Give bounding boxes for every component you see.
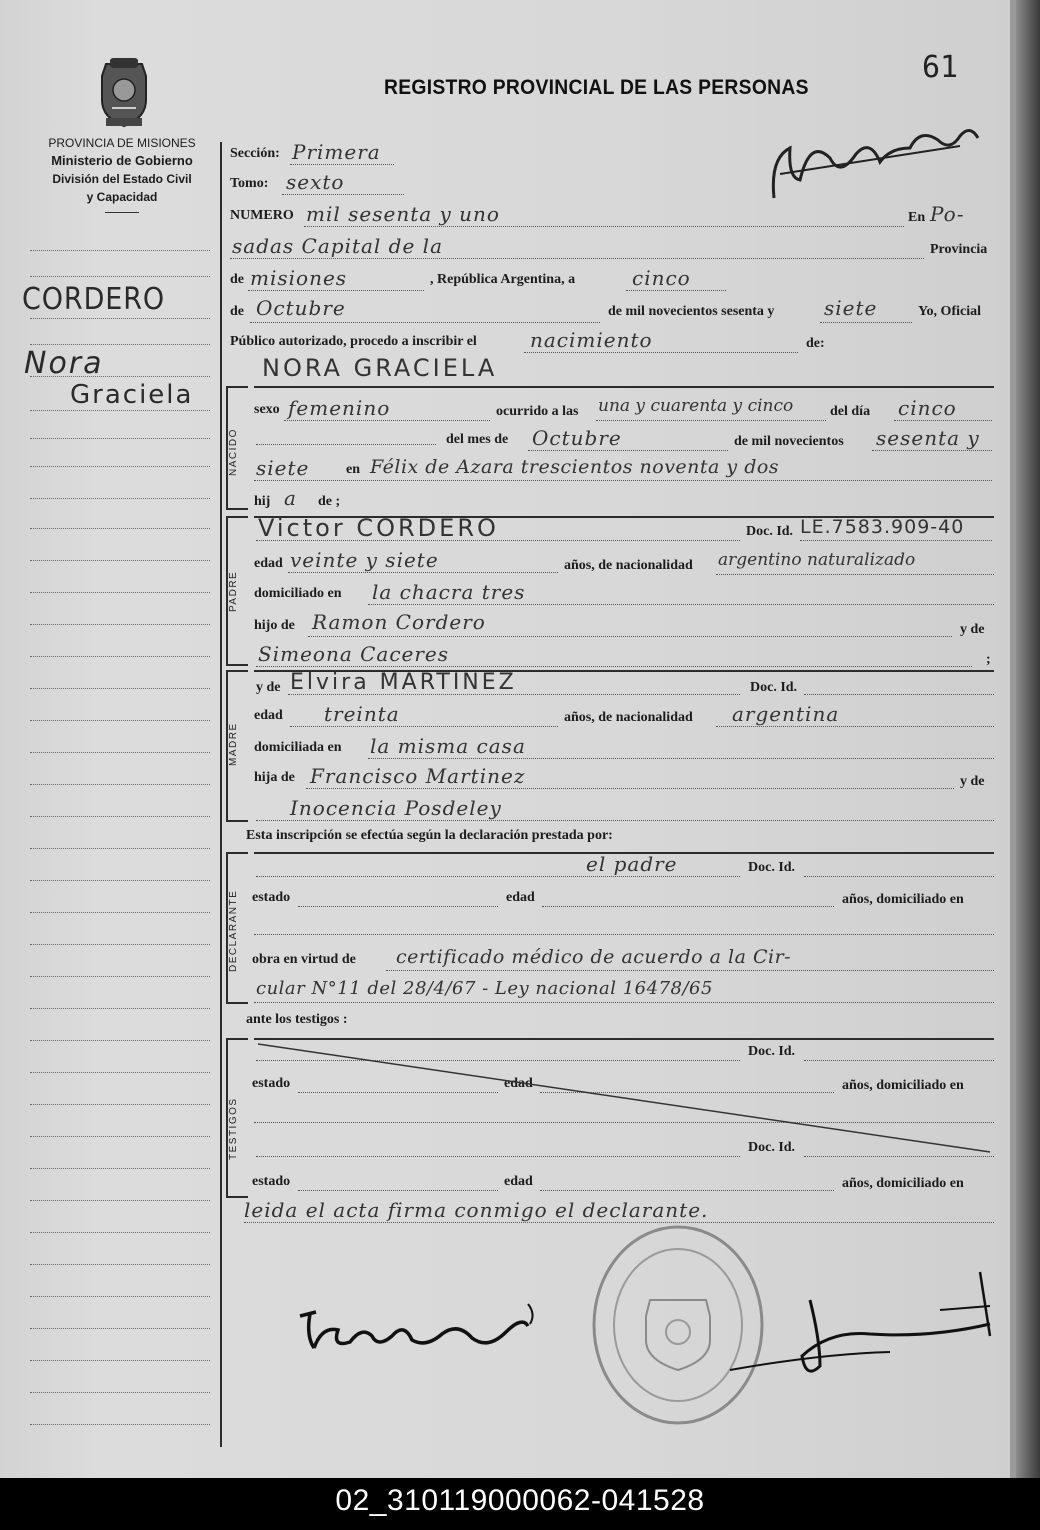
testigos-intro: ante los testigos : xyxy=(246,1012,348,1027)
page-title: REGISTRO PROVINCIAL DE LAS PERSONAS xyxy=(384,76,809,99)
madre-doc-label: Doc. Id. xyxy=(750,680,798,695)
madre-section-label: MADRE xyxy=(228,722,239,766)
testigo1-estado-label: estado xyxy=(252,1076,291,1091)
closing-statement: leida el acta firma conmigo el declarante. xyxy=(244,1198,709,1222)
page-number: 61 xyxy=(922,50,959,85)
testigo2-anios-label: años, domiciliado en xyxy=(842,1176,964,1191)
tomo-label: Tomo: xyxy=(230,176,269,191)
padre-padre-de: Ramon Cordero xyxy=(312,610,486,634)
divider xyxy=(105,212,139,213)
declarante-section-label: DECLARANTE xyxy=(228,889,239,972)
padre-nombre: Victor CORDERO xyxy=(258,514,499,542)
hij-de-label: de ; xyxy=(318,494,341,509)
margin-surname: CORDERO xyxy=(22,282,166,317)
testigos-section-label: TESTIGOS xyxy=(228,1097,239,1160)
testigo2-edad-label: edad xyxy=(504,1174,533,1189)
declarante-intro: Esta inscripción se efectúa según la declaración prestada por: xyxy=(246,828,613,843)
seccion-label: Sección: xyxy=(230,146,280,161)
capacity-name: y Capacidad xyxy=(86,190,158,204)
padre-madre-de: Simeona Caceres xyxy=(258,642,450,666)
madre-padre-de: Francisco Martinez xyxy=(310,764,526,788)
padre-edad-label: edad xyxy=(254,556,283,571)
padre-anios-label: años, de nacionalidad xyxy=(564,558,693,573)
declarante-edad-label: edad xyxy=(506,890,535,905)
testigos-cancel-stroke xyxy=(254,1040,994,1160)
registrar-signature-top xyxy=(760,118,990,208)
ocurrido-label: ocurrido a las xyxy=(496,404,579,419)
hora-value: una y cuarenta y cinco xyxy=(598,396,794,416)
hij-label: hij xyxy=(254,494,271,509)
padre-doc-value: LE.7583.909-40 xyxy=(800,516,965,538)
numero-label: NUMERO xyxy=(230,208,294,223)
sexo-value: femenino xyxy=(288,396,391,420)
book-page-edge xyxy=(1016,0,1040,1478)
madre-nacionalidad-value: argentina xyxy=(732,702,840,726)
province-name: PROVINCIA DE MISIONES xyxy=(48,136,196,150)
publico-label: Público autorizado, procedo a inscribir el xyxy=(230,334,477,349)
testigo1-doc-label: Doc. Id. xyxy=(748,1044,796,1059)
yo-oficial-label: Yo, Oficial xyxy=(918,304,981,319)
declarante-nombre: el padre xyxy=(586,852,678,876)
padre-domicilio-value: la chacra tres xyxy=(372,580,526,604)
declarante-anios-label: años, domiciliado en xyxy=(842,892,964,907)
padre-semicolon: ; xyxy=(986,652,991,667)
madre-madre-de: Inocencia Posdeley xyxy=(290,796,502,820)
margin-given-name-2: Graciela xyxy=(70,380,194,410)
obra-value-1: certificado médico de acuerdo a la Cir- xyxy=(396,946,792,968)
acto-value: nacimiento xyxy=(530,328,653,352)
provincial-coat-of-arms-icon xyxy=(92,56,156,130)
seccion-value: Primera xyxy=(292,140,381,164)
testigo2-doc-label: Doc. Id. xyxy=(748,1140,796,1155)
madre-nombre: Elvira MARTINEZ xyxy=(290,670,517,695)
madre-y-de-label-2: y de xyxy=(960,774,985,789)
testigo2-estado-label: estado xyxy=(252,1174,291,1189)
declarante-doc-label: Doc. Id. xyxy=(748,860,796,875)
declarante-estado-label: estado xyxy=(252,890,291,905)
hij-value: a xyxy=(284,486,297,510)
en-label: En xyxy=(908,210,926,225)
madre-edad-label: edad xyxy=(254,708,283,723)
margin-given-name-1: Nora xyxy=(24,346,104,381)
de2-label: de xyxy=(230,304,244,319)
declarante-signature xyxy=(292,1296,542,1356)
anio-label: de mil novecientos sesenta y xyxy=(608,304,775,319)
padre-y-de-label: y de xyxy=(960,622,985,637)
provincia-value: misiones xyxy=(250,266,348,290)
padre-hijo-label: hijo de xyxy=(254,618,295,633)
mes-label: del mes de xyxy=(446,432,509,447)
en-lugar-label: en xyxy=(346,462,360,477)
dia-label: del día xyxy=(830,404,871,419)
madre-anios-label: años, de nacionalidad xyxy=(564,710,693,725)
republica-label: , República Argentina, a xyxy=(430,272,576,287)
numero-value: mil sesenta y uno xyxy=(306,202,500,226)
issuing-authority xyxy=(22,134,222,213)
madre-y-de-label: y de xyxy=(256,680,281,695)
de-label: de xyxy=(230,272,244,287)
nacido-anio-value-2: siete xyxy=(256,456,310,480)
anio-value: siete xyxy=(824,296,878,320)
tomo-value: sexto xyxy=(286,170,345,194)
en-value-1: Po- xyxy=(930,202,965,226)
madre-domicilio-value: la misma casa xyxy=(370,734,526,758)
testigo1-edad-label: edad xyxy=(504,1076,533,1091)
padre-doc-label: Doc. Id. xyxy=(746,524,794,539)
padre-nacionalidad-value: argentino naturalizado xyxy=(718,550,916,570)
testigo1-anios-label: años, domiciliado en xyxy=(842,1078,964,1093)
padre-edad-value: veinte y siete xyxy=(290,548,439,572)
madre-hija-label: hija de xyxy=(254,770,295,785)
madre-edad-value: treinta xyxy=(324,702,400,726)
nacido-anio-label: de mil novecientos xyxy=(734,434,844,449)
de3-label: de: xyxy=(806,336,825,351)
obra-value-2: cular N°11 del 28/4/67 - Ley nacional 16478/65 xyxy=(256,978,713,999)
ministry-name: Ministerio de Gobierno xyxy=(51,153,193,168)
nacido-anio-value-1: sesenta y xyxy=(876,426,980,450)
obra-label: obra en virtud de xyxy=(252,952,356,967)
margin-divider xyxy=(220,142,222,1447)
padre-domicilio-label: domiciliado en xyxy=(254,586,342,601)
mes-value: Octubre xyxy=(256,296,346,320)
dia-value: cinco xyxy=(632,266,691,290)
provincia-label: Provincia xyxy=(930,242,988,257)
nacido-dia-value: cinco xyxy=(898,396,957,420)
division-name: División del Estado Civil xyxy=(52,172,192,186)
padre-section-label: PADRE xyxy=(228,570,239,612)
madre-domicilio-label: domiciliada en xyxy=(254,740,342,755)
footer-document-id: 02_310119000062-041528 xyxy=(0,1478,1040,1530)
lugar-value: Félix de Azara trescientos noventa y dos xyxy=(370,456,780,478)
en-value-2: sadas Capital de la xyxy=(232,234,443,258)
nacido-section-label: NACIDO xyxy=(228,428,239,476)
nacido-mes-value: Octubre xyxy=(532,426,622,450)
official-signature xyxy=(690,1270,1010,1390)
sexo-label: sexo xyxy=(254,402,280,417)
nacido-nombre: NORA GRACIELA xyxy=(262,354,498,382)
